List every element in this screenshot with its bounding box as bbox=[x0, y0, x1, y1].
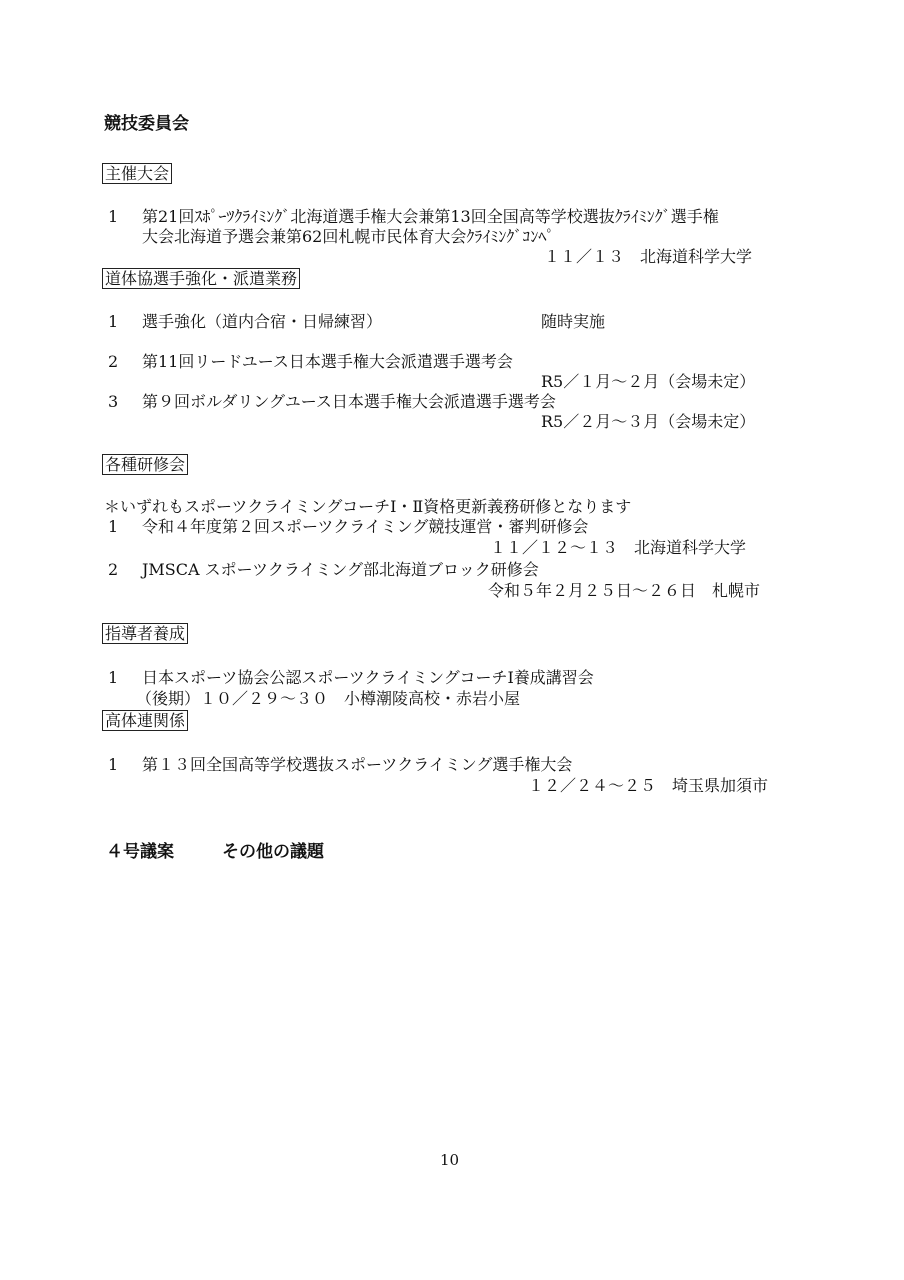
item-text: 日本スポーツ協会公認スポーツクライミングコーチⅠ養成講習会 bbox=[142, 668, 594, 687]
item-text: JMSCA スポーツクライミング部北海道ブロック研修会 bbox=[142, 560, 539, 579]
dispatch-item-3-detail: R5／２月～３月（会場未定） bbox=[541, 412, 756, 431]
host-item-1-detail: １１／１３ 北海道科学大学 bbox=[544, 247, 753, 266]
highschool-item-1 bbox=[108, 755, 572, 775]
training-note: ＊いずれもスポーツクライミングコーチⅠ・Ⅱ資格更新義務研修となります bbox=[104, 497, 632, 516]
page-number: 10 bbox=[440, 1151, 460, 1169]
agenda-number: ４号議案 bbox=[106, 842, 174, 862]
training-item-2-detail: 令和５年２月２５日～２６日 札幌市 bbox=[488, 581, 761, 600]
training-item-1 bbox=[108, 517, 588, 537]
item-number: 1 bbox=[108, 668, 119, 687]
host-item-1 bbox=[108, 207, 719, 227]
training-item-1-detail: １１／１２～１３ 北海道科学大学 bbox=[490, 538, 747, 557]
item-text: 令和４年度第２回スポーツクライミング競技運営・審判研修会 bbox=[142, 517, 589, 536]
item-text: 第９回ボルダリングユース日本選手権大会派遣選手選考会 bbox=[142, 392, 556, 411]
item-number: 1 bbox=[108, 207, 119, 226]
host-item-1-line2: 大会北海道予選会兼第62回札幌市民体育大会ｸﾗｲﾐﾝｸﾞｺﾝﾍﾟ bbox=[142, 227, 555, 246]
section-heading-instructor: 指導者養成 bbox=[102, 623, 188, 644]
agenda-title: その他の議題 bbox=[222, 842, 324, 862]
item-number: 2 bbox=[108, 560, 119, 579]
item-text: 第１３回全国高等学校選抜スポーツクライミング選手権大会 bbox=[142, 755, 573, 774]
dispatch-item-2 bbox=[108, 352, 513, 372]
item-text: 選手強化（道内合宿・日帰練習） bbox=[142, 312, 383, 331]
item-number: 1 bbox=[108, 517, 119, 536]
section-heading-highschool: 高体連関係 bbox=[102, 710, 188, 731]
section-heading-dispatch: 道体協選手強化・派遣業務 bbox=[102, 268, 300, 289]
item-text-line1: 第21回ｽﾎﾟｰﾂｸﾗｲﾐﾝｸﾞ北海道選手権大会兼第13回全国高等学校選抜ｸﾗｲﾐﾝｸﾞ選手権 bbox=[142, 207, 719, 226]
section-heading-host: 主催大会 bbox=[102, 163, 172, 184]
dispatch-item-3 bbox=[108, 392, 556, 412]
instructor-item-1-detail: （後期）１０／２９～３０ 小樽潮陵高校・赤岩小屋 bbox=[136, 689, 521, 708]
dispatch-item-1 bbox=[108, 312, 382, 332]
training-item-2 bbox=[108, 560, 539, 580]
committee-title: 競技委員会 bbox=[104, 114, 189, 134]
dispatch-item-1-detail: 随時実施 bbox=[541, 312, 606, 331]
dispatch-item-2-detail: R5／１月～２月（会場未定） bbox=[541, 372, 756, 391]
item-number: 1 bbox=[108, 312, 119, 331]
highschool-item-1-detail: １２／２４～２５ 埼玉県加須市 bbox=[528, 776, 769, 795]
item-text: 第11回リードユース日本選手権大会派遣選手選考会 bbox=[142, 352, 513, 371]
item-number: 2 bbox=[108, 352, 119, 371]
instructor-item-1 bbox=[108, 668, 594, 688]
section-heading-training: 各種研修会 bbox=[102, 454, 188, 475]
item-number: 3 bbox=[108, 392, 119, 411]
item-number: 1 bbox=[108, 755, 119, 774]
